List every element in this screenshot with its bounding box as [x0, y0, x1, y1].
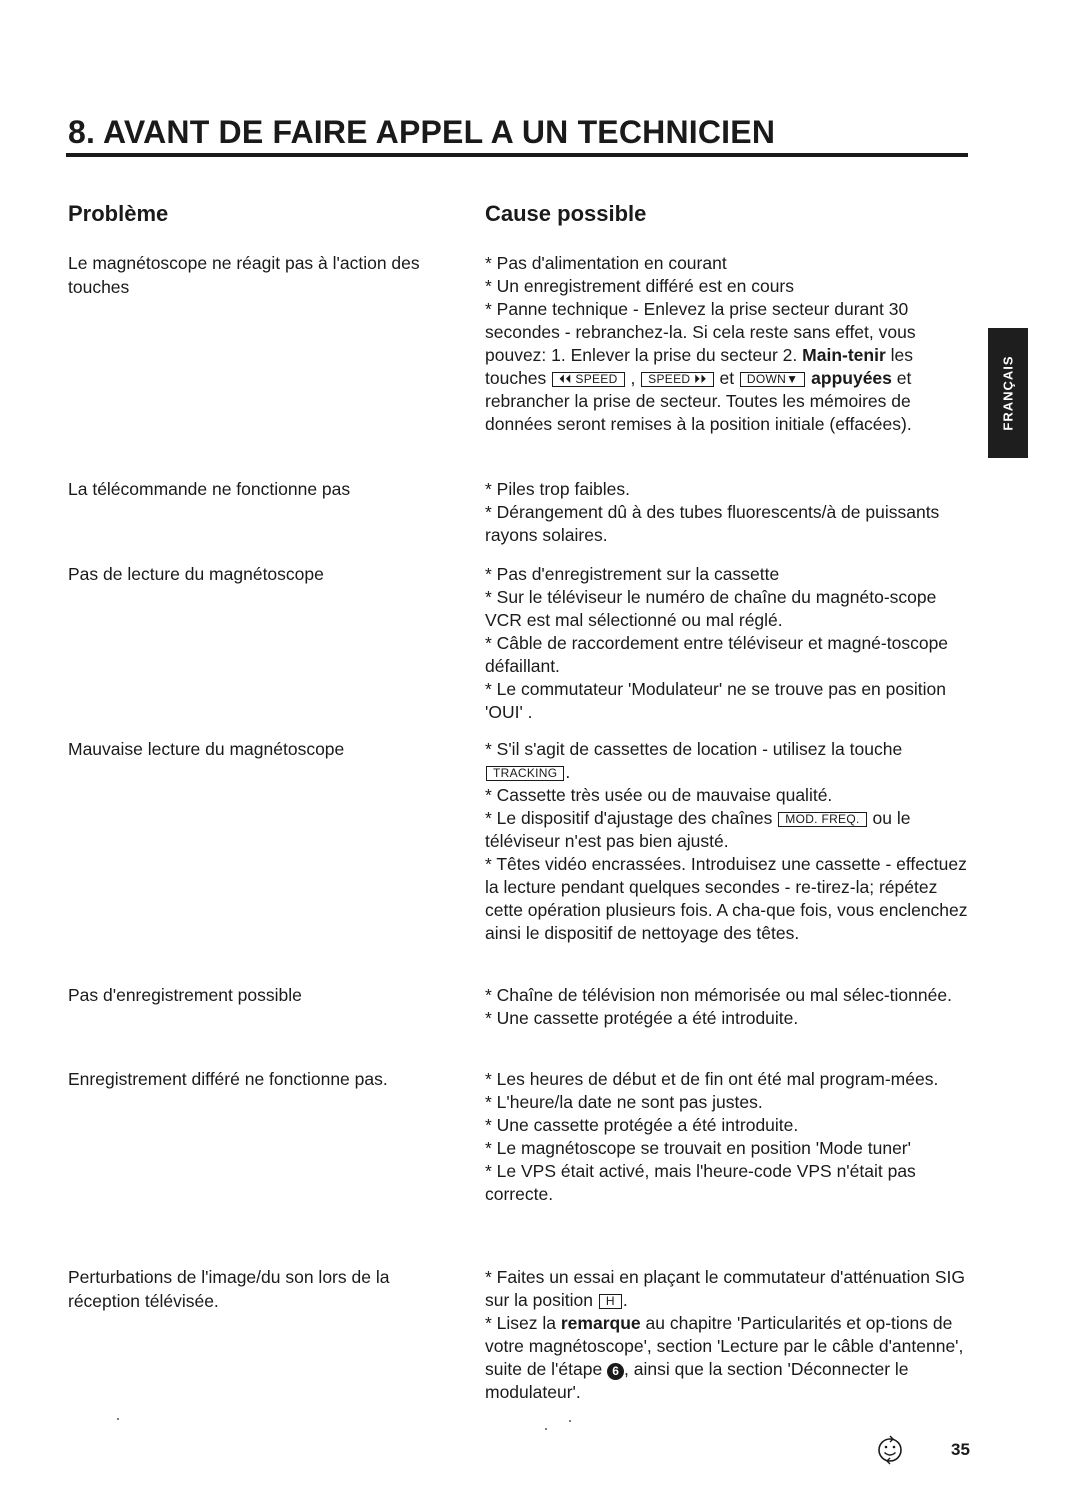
forward-speed-key: SPEED ⏵⏵ — [641, 372, 713, 387]
cause-list — [485, 563, 975, 724]
scan-speck — [545, 1428, 547, 1430]
page-title: 8. AVANT DE FAIRE APPEL A UN TECHNICIEN — [68, 114, 776, 150]
tracking-key: TRACKING — [486, 766, 564, 781]
cause-item: * Dérangement dû à des tubes fluorescents/à de puissants rayons solaires. — [485, 502, 940, 545]
mod-freq-key: MOD. FREQ. — [778, 812, 866, 827]
cause-list — [485, 984, 975, 1030]
language-side-tab — [988, 328, 1028, 458]
cause-text: et — [714, 368, 739, 388]
cause-item: * Cassette très usée ou de mauvaise qualité. — [485, 785, 833, 805]
cause-item — [485, 298, 975, 436]
problem-text: Enregistrement différé ne fonctionne pas. — [68, 1069, 388, 1089]
cause-item: * Pas d'alimentation en courant — [485, 253, 727, 273]
problem-column-heading: Problème — [68, 201, 169, 226]
language-side-tab-label: FRANÇAIS — [1000, 355, 1016, 431]
cause-column-heading: Cause possible — [485, 201, 647, 226]
cause-item: * Le magnétoscope se trouvait en position 'Mode tuner' — [485, 1138, 911, 1158]
cause-text: , ainsi que la section 'Déconnecter le modulateur'. — [485, 1359, 909, 1402]
problem-text: Pas d'enregistrement possible — [68, 985, 302, 1005]
cause-item: * Le VPS était activé, mais l'heure-code VPS n'était pas correcte. — [485, 1161, 916, 1204]
h-position-key: H — [599, 1294, 622, 1309]
cause-list — [485, 1266, 975, 1404]
cause-item: * L'heure/la date ne sont pas justes. — [485, 1092, 763, 1112]
scan-speck — [117, 1418, 119, 1420]
cause-item: * Une cassette protégée a été introduite. — [485, 1008, 799, 1028]
cause-text: ou le téléviseur n'est pas bien ajusté. — [485, 808, 911, 851]
cause-item: * Câble de raccordement entre téléviseur et magné-toscope défaillant. — [485, 633, 949, 676]
cause-text: . — [622, 1290, 628, 1310]
cause-text: * S'il s'agit de cassettes de location - utilisez la touche — [485, 739, 903, 759]
cause-item — [485, 807, 975, 853]
bold-text: Main-tenir — [802, 345, 886, 365]
cause-text: * Le dispositif d'ajustage des chaînes — [485, 808, 778, 828]
cause-list — [485, 1068, 975, 1206]
cause-list — [485, 478, 975, 547]
cause-item: * Chaîne de télévision non mémorisée ou mal sélec-tionnée. — [485, 985, 952, 1005]
cause-item — [485, 738, 975, 784]
cause-text: * Lisez la — [485, 1313, 561, 1333]
cause-text: les touches — [485, 345, 913, 388]
problem-text: La télécommande ne fonctionne pas — [68, 479, 351, 499]
cause-text: au chapitre 'Particularités et op-tions de votre magnétoscope', section 'Lecture par le câble d'antenne', suite de l'étape — [485, 1313, 964, 1379]
cause-item: * Têtes vidéo encrassées. Introduisez une cassette - effectuez la lecture pendant quelques secondes - re-tirez-la; répétez cette opération plusieurs fois. A cha-que fois, vous enclenchez ainsi le dispositif de nettoyage des têtes. — [485, 854, 968, 943]
problem-text: Perturbations de l'image/du son lors de la réception télévisée. — [68, 1267, 390, 1311]
cause-item — [485, 1312, 975, 1404]
cause-item: * Une cassette protégée a été introduite. — [485, 1115, 799, 1135]
bold-text: remarque — [560, 1313, 641, 1333]
rewind-speed-key: ⏴⏴ SPEED — [552, 372, 624, 387]
cause-item: * Sur le téléviseur le numéro de chaîne du magnéto-scope VCR est mal sélectionné ou mal réglé. — [485, 587, 937, 630]
cause-list — [485, 252, 975, 436]
cause-item: * Le commutateur 'Modulateur' ne se trouve pas en position 'OUI' . — [485, 679, 946, 722]
problem-text: Pas de lecture du magnétoscope — [68, 564, 324, 584]
problem-text: Mauvaise lecture du magnétoscope — [68, 739, 345, 759]
cause-text: et rebrancher la prise de secteur. Toutes les mémoires de données seront remises à la position initiale (effacées). — [485, 368, 912, 434]
cause-item: * Les heures de début et de fin ont été mal program-mées. — [485, 1069, 939, 1089]
cause-list — [485, 738, 975, 945]
cause-item: * Pas d'enregistrement sur la cassette — [485, 564, 780, 584]
scan-speck — [569, 1420, 571, 1422]
cause-text: . — [565, 762, 571, 782]
cause-text: * Panne technique - Enlevez la prise secteur durant 30 secondes - rebranchez-la. Si cela reste sans effet, vous pouvez: 1. Enlever la prise du secteur 2. — [485, 299, 916, 365]
cause-item — [485, 1266, 975, 1312]
cause-text: , — [625, 368, 641, 388]
down-key: DOWN▼ — [740, 372, 805, 387]
problem-text: Le magnétoscope ne réagit pas à l'action des touches — [68, 253, 420, 297]
cause-text: * Faites un essai en plaçant le commutateur d'atténuation SIG sur la position — [485, 1267, 966, 1310]
page-number: 35 — [951, 1440, 970, 1459]
recycle-face-icon — [874, 1434, 906, 1466]
step-number-icon: 6 — [607, 1363, 624, 1380]
bold-text: appuyées — [806, 368, 892, 388]
cause-item: * Piles trop faibles. — [485, 479, 630, 499]
cause-item: * Un enregistrement différé est en cours — [485, 276, 795, 296]
title-rule — [66, 153, 968, 157]
